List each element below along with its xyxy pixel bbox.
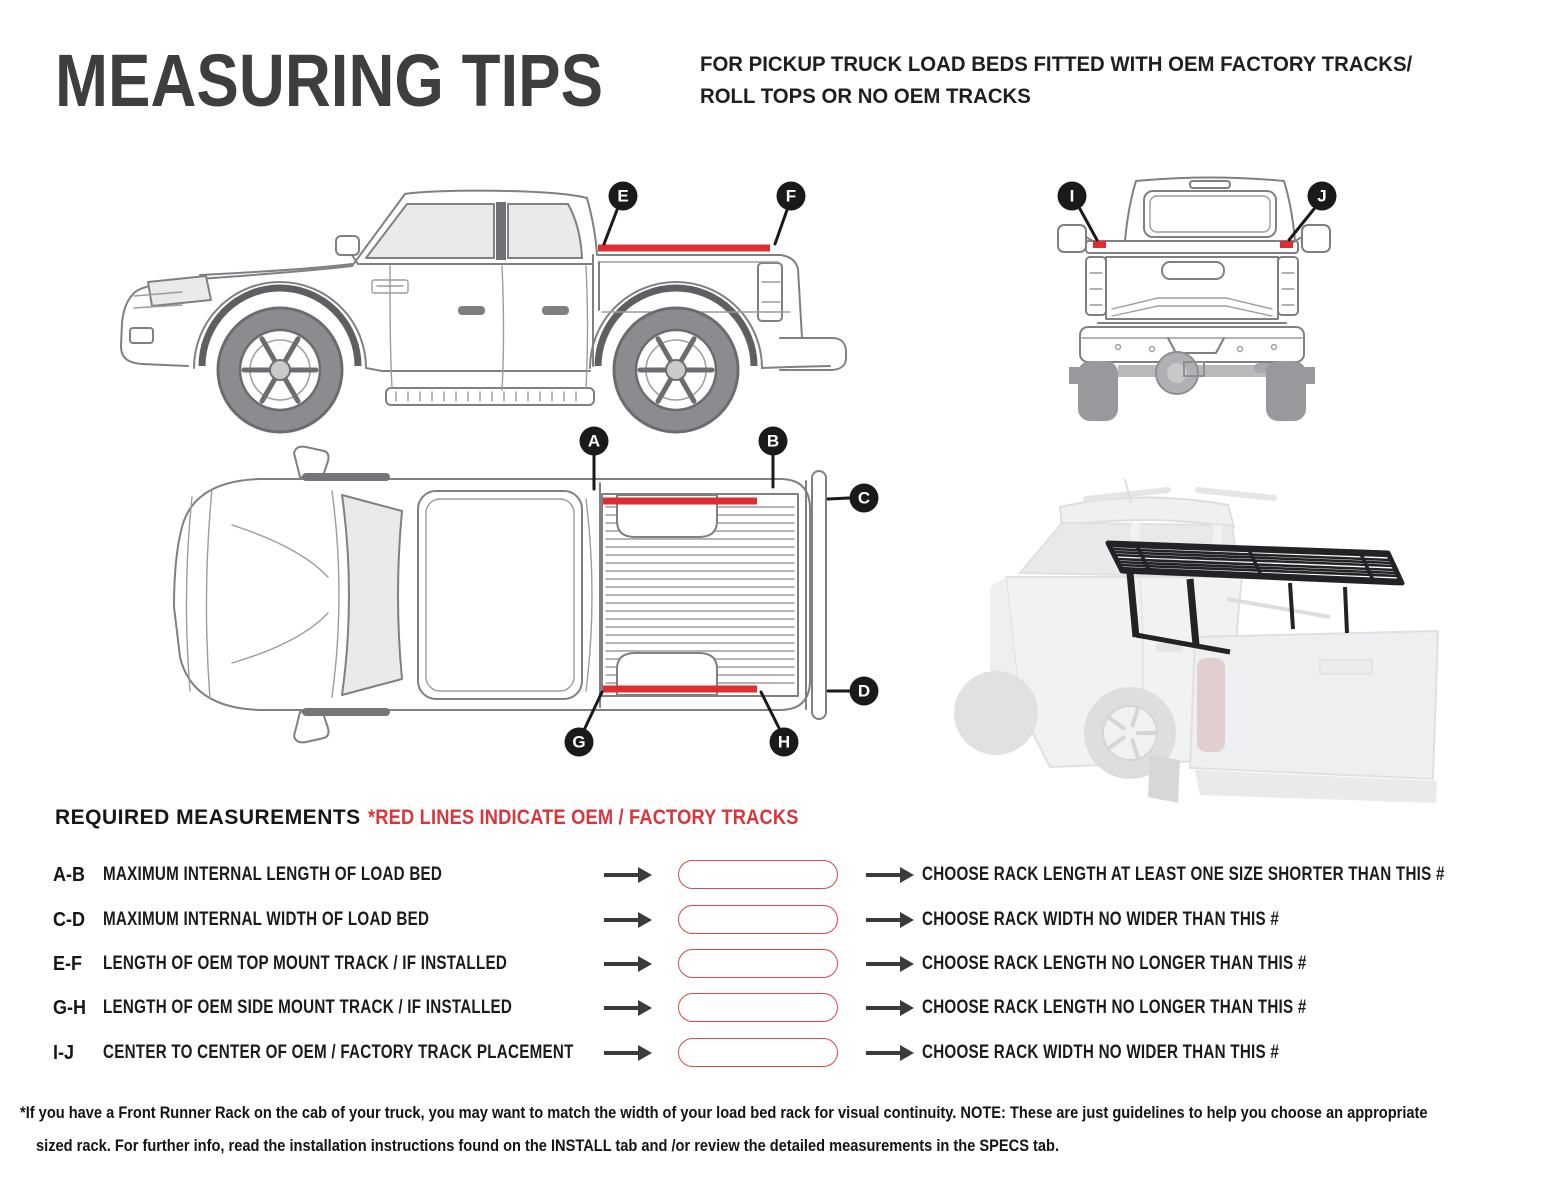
right-arrow-icon	[866, 905, 914, 935]
truck-side-view-line-art	[121, 191, 846, 432]
svg-text:D: D	[857, 681, 871, 701]
measurement-value-pill	[678, 993, 838, 1022]
oem-track-mark-j	[1280, 241, 1293, 248]
measurement-description: LENGTH OF OEM SIDE MOUNT TRACK / IF INSTALLED	[103, 997, 513, 1018]
truck-rear-view-line-art	[1058, 178, 1330, 422]
measurement-row-ij	[0, 1038, 1552, 1068]
svg-text:J: J	[1317, 186, 1327, 206]
right-arrow-icon	[604, 993, 652, 1023]
right-tire	[1266, 361, 1306, 421]
door-handle	[542, 306, 569, 315]
measurement-description: MAXIMUM INTERNAL WIDTH OF LOAD BED	[103, 909, 430, 930]
rack-choice-instruction: CHOOSE RACK WIDTH NO WIDER THAN THIS #	[922, 909, 1280, 930]
measurement-row-ef	[0, 949, 1552, 979]
oem-track-mark-i	[1093, 241, 1106, 248]
label-leader-c	[828, 498, 849, 499]
svg-text:G: G	[572, 732, 586, 752]
measurement-row-gh	[0, 993, 1552, 1023]
door-handle	[458, 306, 485, 315]
front-wheel	[218, 308, 342, 432]
right-arrow-icon	[604, 1038, 652, 1068]
label-badge-d	[850, 677, 879, 706]
svg-text:C: C	[857, 488, 871, 508]
page-subtitle	[700, 49, 1412, 113]
label-badge-b	[759, 427, 788, 456]
measurement-row-cd	[0, 905, 1552, 935]
subtitle-line-1: FOR PICKUP TRUCK LOAD BEDS FITTED WITH OEM FACTORY TRACKS/	[700, 53, 1413, 76]
truck-top-view-diagram	[150, 415, 890, 770]
rack-choice-instruction: CHOOSE RACK LENGTH NO LONGER THAN THIS #	[922, 953, 1307, 974]
footnote-line-1: *If you have a Front Runner Rack on the cab of your truck, you may want to match the width of your load bed rack for visual continuity. NOTE: These are just guidelines to help you choose an appropriate	[20, 1103, 1428, 1122]
label-badge-h	[770, 728, 799, 757]
label-badge-g	[565, 728, 594, 757]
subtitle-line-2: ROLL TOPS OR NO OEM TRACKS	[700, 85, 1031, 108]
rear-wheel	[614, 308, 738, 432]
label-badge-i	[1058, 182, 1087, 211]
truck-side-view-diagram	[90, 160, 850, 450]
label-badge-a	[580, 427, 609, 456]
label-badge-j	[1308, 182, 1337, 211]
label-badge-e	[609, 182, 638, 211]
required-measurements-heading: REQUIRED MEASUREMENTS	[55, 806, 361, 829]
measurement-value-pill	[678, 860, 838, 889]
pair-label: C-D	[53, 909, 85, 931]
pair-label: I-J	[53, 1042, 75, 1064]
right-arrow-icon	[866, 993, 914, 1023]
truck-rear-view-diagram	[1040, 165, 1380, 435]
measurement-value-pill	[678, 905, 838, 934]
measurement-description: CENTER TO CENTER OF OEM / FACTORY TRACK PLACEMENT	[103, 1042, 574, 1063]
measurement-description: LENGTH OF OEM TOP MOUNT TRACK / IF INSTALLED	[103, 953, 508, 974]
svg-text:I: I	[1069, 186, 1075, 206]
rack-choice-instruction: CHOOSE RACK LENGTH NO LONGER THAN THIS #	[922, 997, 1307, 1018]
rack-choice-instruction: CHOOSE RACK WIDTH NO WIDER THAN THIS #	[922, 1042, 1280, 1063]
measurement-row-ab	[0, 860, 1552, 890]
rack-choice-instruction: CHOOSE RACK LENGTH AT LEAST ONE SIZE SHORTER THAN THIS #	[922, 864, 1445, 885]
left-tire	[1078, 361, 1118, 421]
truck-top-view-line-art	[174, 447, 826, 743]
pair-label: G-H	[53, 997, 87, 1019]
svg-text:F: F	[785, 186, 797, 206]
pair-label: E-F	[53, 953, 82, 975]
label-leader-e	[604, 210, 617, 244]
footnote-line-2: sized rack. For further info, read the installation instructions found on the INSTALL tab and /or review the detailed measurements in the SPECS tab.	[36, 1136, 1060, 1155]
right-arrow-icon	[866, 1038, 914, 1068]
svg-text:E: E	[617, 186, 629, 206]
load-bed-rack-product-image	[990, 465, 1460, 810]
svg-text:B: B	[766, 431, 780, 451]
right-arrow-icon	[604, 860, 652, 890]
measurement-value-pill	[678, 1038, 838, 1067]
page-title: MEASURING TIPS	[55, 39, 604, 122]
measurement-description: MAXIMUM INTERNAL LENGTH OF LOAD BED	[103, 864, 443, 885]
measurement-value-pill	[678, 949, 838, 978]
right-arrow-icon	[866, 860, 914, 890]
taillight	[1197, 658, 1225, 752]
label-badge-c	[850, 484, 879, 513]
svg-text:H: H	[777, 732, 791, 752]
svg-text:A: A	[587, 431, 601, 451]
footnote	[20, 1096, 1552, 1162]
b-pillar	[496, 202, 506, 260]
label-badge-f	[777, 182, 806, 211]
right-arrow-icon	[604, 949, 652, 979]
right-arrow-icon	[866, 949, 914, 979]
red-lines-note: *RED LINES INDICATE OEM / FACTORY TRACKS	[368, 806, 799, 829]
label-leader-f	[775, 210, 787, 244]
pair-label: A-B	[53, 864, 85, 886]
right-arrow-icon	[604, 905, 652, 935]
